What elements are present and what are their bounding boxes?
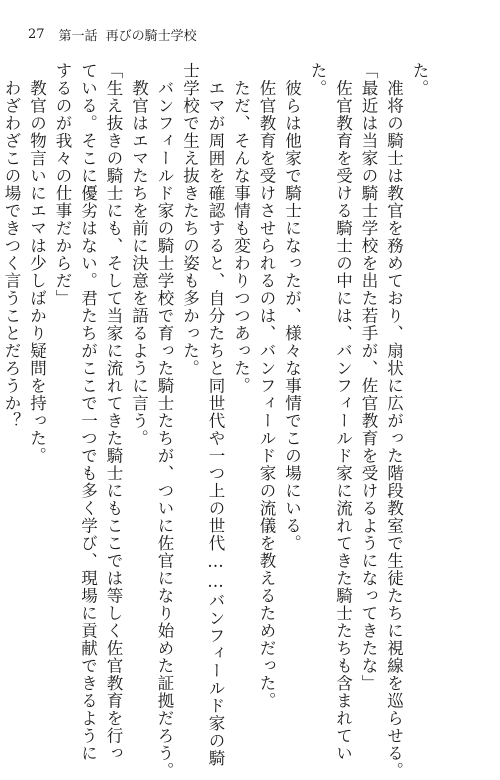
text-line: た。 bbox=[410, 62, 429, 97]
text-line: 佐官教育を受けさせられるのは、バンフィールド家の流儀を教えるためだった。 bbox=[257, 62, 276, 710]
text-line: 「生え抜きの騎士にも、そして当家に流れてきた騎士にもここでは等しく佐官教育を行っ bbox=[104, 62, 123, 762]
text-line: 准将の騎士は教官を務めており、扇状に広がった階段教室で生徒たちに視線を巡らせる。 bbox=[384, 62, 404, 780]
running-header bbox=[28, 22, 197, 46]
page-number: 27 bbox=[28, 26, 45, 42]
text-line: ただ、そんな事情も変わりつつあった。 bbox=[231, 62, 251, 395]
text-line: 彼らは他家で騎士になったが、様々な事情でこの場にいる。 bbox=[282, 62, 302, 552]
body-text bbox=[0, 62, 432, 780]
text-line: エマが周囲を確認すると、自分たちと同世代や一つ上の世代……バンフィールド家の騎 bbox=[206, 62, 225, 767]
chapter-label: 第一話 bbox=[58, 28, 98, 44]
text-line: わざわざこの場できつく言うことだろうか？ bbox=[2, 62, 21, 430]
text-line: バンフィールド家の騎士学校で育った騎士たちが、ついに佐官になり始めた証拠だろう。 bbox=[155, 62, 174, 780]
text-line: 教官はエマたちを前に決意を語るように言う。 bbox=[129, 62, 149, 447]
text-line: 教官の物言いにエマは少しばかり疑問を持った。 bbox=[27, 62, 47, 465]
text-line: 「最近は当家の騎士学校を出た若手が、佐官教育を受けるようになってきたな」 bbox=[359, 62, 378, 692]
text-line: するのが我々の仕事だからだ」 bbox=[53, 62, 72, 307]
text-line: た。 bbox=[308, 62, 327, 97]
text-line: 士学校で生え抜きたちの姿も多かった。 bbox=[180, 62, 200, 377]
chapter-title: 再びの騎士学校 bbox=[105, 28, 197, 44]
text-line: 佐官教育を受ける騎士の中には、バンフィールド家に流れてきた騎士たちも含まれてい bbox=[333, 62, 353, 762]
text-line: ている。そこに優劣はない。君たちがここで一つでも多く学び、現場に貢献できるように bbox=[78, 62, 98, 762]
